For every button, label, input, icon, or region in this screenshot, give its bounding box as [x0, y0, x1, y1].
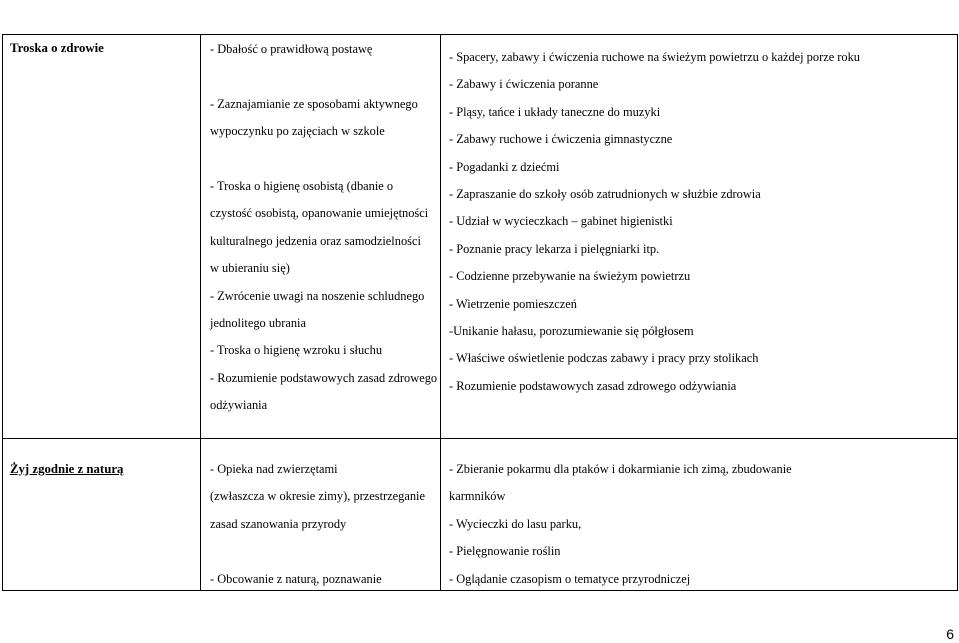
category-label: Troska o zdrowie	[10, 41, 104, 55]
category-cell	[10, 456, 123, 483]
activity-line: - Oglądanie czasopism o tematyce przyrodniczej	[449, 571, 691, 586]
activity-line: - Zabawy ruchowe i ćwiczenia gimnastyczne	[449, 132, 673, 147]
goal-line	[210, 146, 437, 173]
category-cell	[10, 35, 104, 62]
activity-line: -Unikanie hałasu, porozumiewanie się półgłosem	[449, 324, 694, 339]
activities-cell	[449, 44, 860, 400]
goals-cell	[210, 36, 437, 420]
activity-line: - Wycieczki do lasu parku,	[449, 516, 582, 531]
goal-line: - Troska o higienę wzroku i słuchu	[210, 343, 383, 358]
activity-line: - Codzienne przebywanie na świeżym powietrzu	[449, 269, 691, 284]
activities-cell	[449, 456, 792, 593]
goal-line: - Zwrócenie uwagi na noszenie schludnego	[210, 288, 425, 303]
activity-line: - Spacery, zabawy i ćwiczenia ruchowe na świeżym powietrzu o każdej porze roku	[449, 50, 861, 64]
page-number: 6	[946, 626, 954, 642]
table-border-left	[2, 34, 3, 591]
goal-line: odżywiania	[210, 398, 268, 413]
activity-line: - Zabawy i ćwiczenia poranne	[449, 77, 599, 92]
activity-line: - Rozumienie podstawowych zasad zdrowego odżywiania	[449, 378, 737, 393]
goal-line: - Dbałość o prawidłową postawę	[210, 42, 373, 56]
goal-line: jednolitego ubrania	[210, 316, 306, 331]
goal-line: kulturalnego jedzenia oraz samodzielności	[210, 233, 421, 248]
activity-line: - Pogadanki z dziećmi	[449, 159, 560, 174]
goal-line: - Rozumienie podstawowych zasad zdrowego	[210, 370, 438, 385]
activity-line: - Właściwe oświetlenie podczas zabawy i pracy przy stolikach	[449, 351, 759, 366]
activity-line: - Pielęgnowanie roślin	[449, 544, 561, 559]
activity-line: - Zapraszanie do szkoły osób zatrudnionych w służbie zdrowia	[449, 187, 761, 202]
table-border-right	[957, 34, 958, 591]
activity-line: - Pląsy, tańce i układy taneczne do muzyki	[449, 104, 661, 119]
category-label: Żyj zgodnie z naturą	[10, 462, 124, 476]
activity-line: karmników	[449, 489, 506, 504]
activity-line: - Poznanie pracy lekarza i pielęgniarki itp.	[449, 241, 660, 256]
goal-line	[210, 538, 425, 565]
goal-line: - Obcowanie z naturą, poznawanie	[210, 571, 382, 586]
goal-line: w ubieraniu się)	[210, 261, 290, 276]
goal-line: - Opieka nad zwierzętami	[210, 462, 338, 476]
goals-cell	[210, 456, 425, 593]
activity-line: - Udział w wycieczkach – gabinet higienistki	[449, 214, 673, 229]
activity-line: - Wietrzenie pomieszczeń	[449, 296, 577, 311]
goal-line: (zwłaszcza w okresie zimy), przestrzeganie	[210, 489, 425, 504]
goal-line	[210, 63, 437, 90]
table-border-top	[2, 34, 958, 35]
content-table	[2, 34, 958, 591]
column-divider-1	[200, 34, 201, 591]
activity-line: - Zbieranie pokarmu dla ptaków i dokarmianie ich zimą, zbudowanie	[449, 462, 792, 476]
column-divider-2	[440, 34, 441, 591]
goal-line: zasad szanowania przyrody	[210, 516, 347, 531]
goal-line: wypoczynku po zajęciach w szkole	[210, 124, 385, 139]
goal-line: czystość osobistą, opanowanie umiejętności	[210, 206, 429, 221]
goal-line: - Zaznajamianie ze sposobami aktywnego	[210, 96, 418, 111]
row-divider	[2, 438, 958, 439]
goal-line: - Troska o higienę osobistą (dbanie o	[210, 179, 394, 194]
